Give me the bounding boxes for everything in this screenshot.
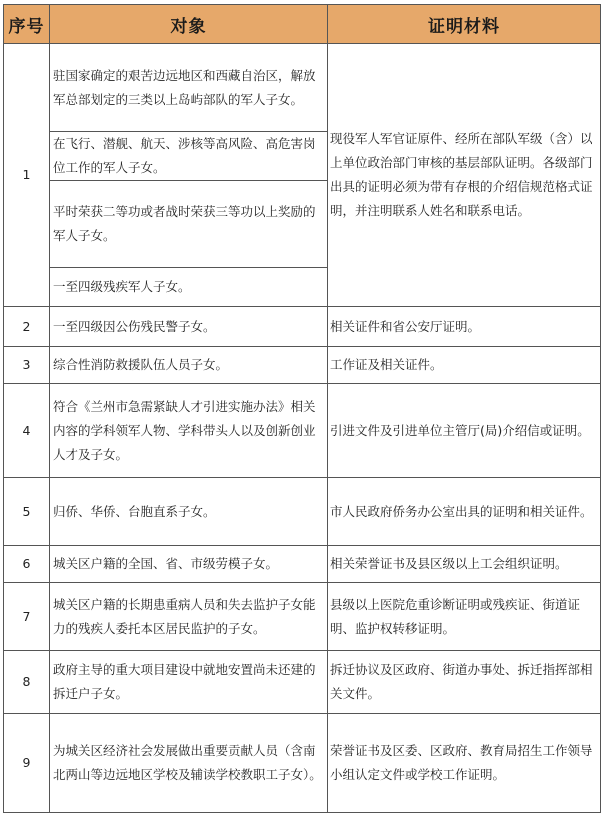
table-row	[4, 347, 601, 384]
row-materials: 市人民政府侨务办公室出具的证明和相关证件。	[328, 478, 601, 546]
row-subject: 驻国家确定的艰苦边远地区和西藏自治区，解放军总部划定的三类以上岛屿部队的军人子女。	[50, 44, 328, 132]
row-subject: 综合性消防救援队伍人员子女。	[50, 347, 328, 384]
row-materials: 相关荣誉证书及县区级以上工会组织证明。	[328, 546, 601, 583]
row-subject: 政府主导的重大项目建设中就地安置尚未还建的拆迁户子女。	[50, 651, 328, 714]
row-subject: 平时荣获二等功或者战时荣获三等功以上奖励的军人子女。	[50, 181, 328, 268]
table-row	[4, 583, 601, 651]
table-row	[4, 384, 601, 478]
row-number: 2	[4, 307, 50, 347]
row-number: 1	[4, 44, 50, 307]
header-row	[4, 5, 601, 44]
header-subject: 对象	[50, 5, 328, 44]
row-subject: 城关区户籍的全国、省、市级劳模子女。	[50, 546, 328, 583]
row-number: 4	[4, 384, 50, 478]
row-subject: 一至四级因公伤残民警子女。	[50, 307, 328, 347]
header-materials: 证明材料	[328, 5, 601, 44]
table-row	[4, 546, 601, 583]
header-number: 序号	[4, 5, 50, 44]
table-row	[4, 714, 601, 813]
row-materials: 现役军人军官证原件、经所在部队军级（含）以上单位政治部门审核的基层部队证明。各级部门出具的证明必须为带有存根的介绍信规范格式证明，并注明联系人姓名和联系电话。	[328, 44, 601, 307]
table-row	[4, 478, 601, 546]
table-row	[4, 44, 601, 132]
row-subject: 在飞行、潜舰、航天、涉核等高风险、高危害岗位工作的军人子女。	[50, 132, 328, 181]
row-number: 9	[4, 714, 50, 813]
row-number: 3	[4, 347, 50, 384]
row-materials: 引进文件及引进单位主管厅(局)介绍信或证明。	[328, 384, 601, 478]
table-row	[4, 307, 601, 347]
row-subject: 归侨、华侨、台胞直系子女。	[50, 478, 328, 546]
row-materials: 县级以上医院危重诊断证明或残疾证、街道证明、监护权转移证明。	[328, 583, 601, 651]
row-subject: 城关区户籍的长期患重病人员和失去监护子女能力的残疾人委托本区居民监护的子女。	[50, 583, 328, 651]
row-materials: 荣誉证书及区委、区政府、教育局招生工作领导小组认定文件或学校工作证明。	[328, 714, 601, 813]
row-materials: 拆迁协议及区政府、街道办事处、拆迁指挥部相关文件。	[328, 651, 601, 714]
row-number: 8	[4, 651, 50, 714]
row-subject: 为城关区经济社会发展做出重要贡献人员（含南北两山等边远地区学校及辅读学校教职工子女）。	[50, 714, 328, 813]
row-subject: 一至四级残疾军人子女。	[50, 268, 328, 307]
row-number: 7	[4, 583, 50, 651]
eligibility-table	[3, 4, 601, 813]
row-number: 5	[4, 478, 50, 546]
row-materials: 工作证及相关证件。	[328, 347, 601, 384]
table-row	[4, 651, 601, 714]
row-subject: 符合《兰州市急需紧缺人才引进实施办法》相关内容的学科领军人物、学科带头人以及创新创业人才及子女。	[50, 384, 328, 478]
row-materials: 相关证件和省公安厅证明。	[328, 307, 601, 347]
row-number: 6	[4, 546, 50, 583]
